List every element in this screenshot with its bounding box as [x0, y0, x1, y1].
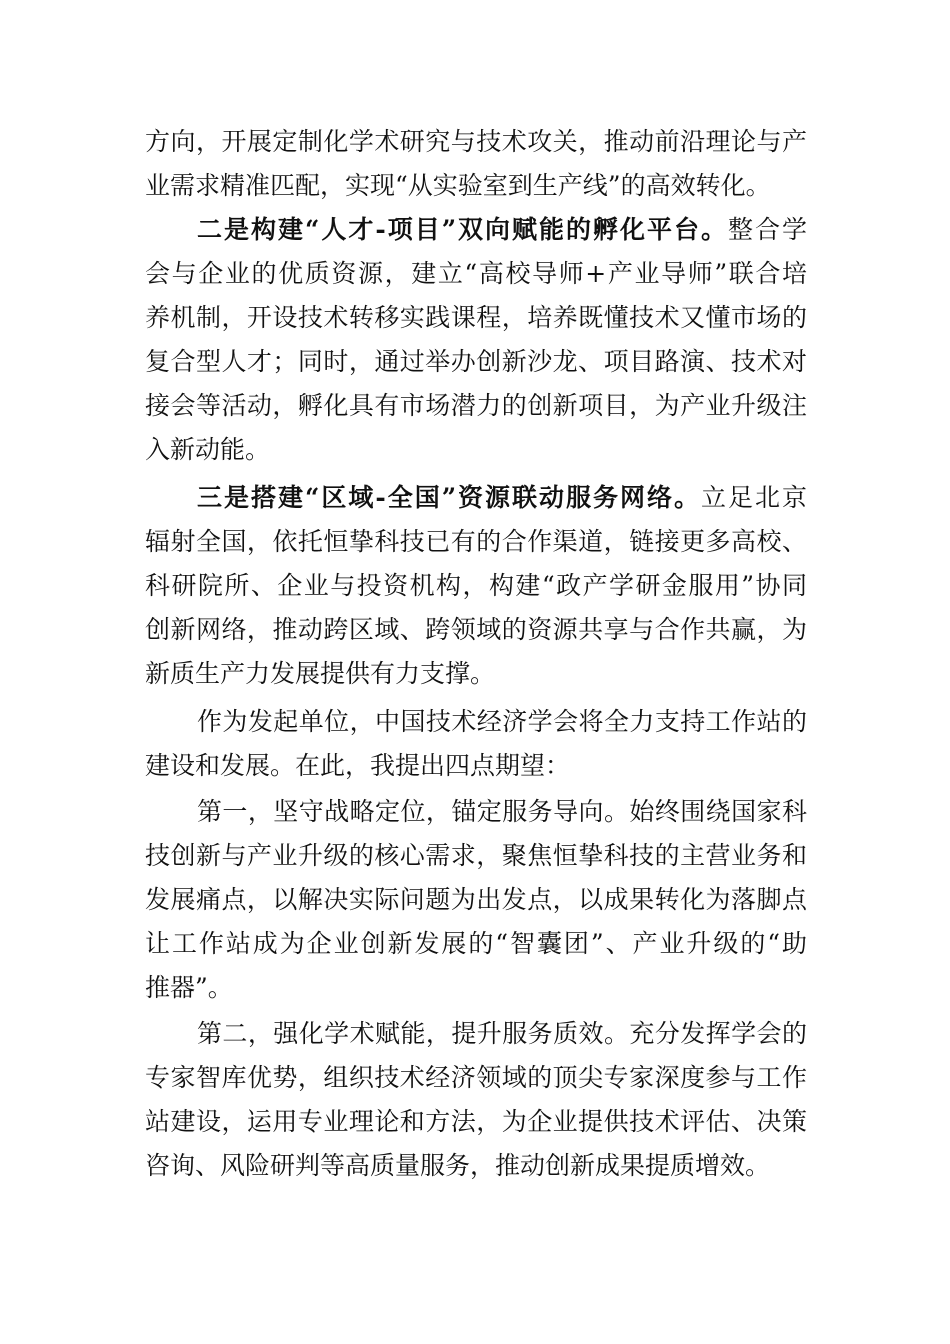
text-line	[197, 1012, 807, 1056]
text-line	[197, 790, 807, 834]
line-text: 技创新与产业升级的核心需求，聚焦恒挚科技的主营业务和	[145, 841, 807, 870]
text-line	[145, 1100, 807, 1144]
bold-heading: 三是搭建“区域-全国”资源联动服务网络。	[197, 483, 702, 512]
line-text: 方向，开展定制化学术研究与技术攻关，推动前沿理论与产	[145, 127, 807, 156]
text-line	[145, 428, 807, 472]
text-line	[145, 1056, 807, 1100]
text-line	[145, 296, 807, 340]
line-text: 创新网络，推动跨区域、跨领域的资源共享与合作共赢，为	[145, 615, 807, 644]
text-line	[145, 164, 807, 208]
text-line	[145, 384, 807, 428]
text-line	[145, 608, 807, 652]
line-text: 养机制，开设技术转移实践课程，培养既懂技术又懂市场的	[145, 303, 807, 332]
bold-heading: 二是构建“人才-项目”双向赋能的孵化平台。	[197, 215, 728, 244]
line-text: 发展痛点，以解决实际问题为出发点，以成果转化为落脚点	[145, 885, 807, 914]
text-line	[145, 120, 807, 164]
text-line	[145, 878, 807, 922]
line-text: 立足北京	[701, 483, 807, 512]
line-text: 整合学	[728, 215, 807, 244]
text-line	[145, 1144, 807, 1188]
line-text: 辐射全国，依托恒挚科技已有的合作渠道，链接更多高校、	[145, 527, 807, 556]
text-line	[197, 700, 807, 744]
text-line	[145, 564, 807, 608]
line-text: 会与企业的优质资源，建立“高校导师+产业导师”联合培	[145, 259, 807, 288]
text-line	[145, 520, 807, 564]
line-text: 站建设，运用专业理论和方法，为企业提供技术评估、决策	[145, 1107, 807, 1136]
text-line	[145, 744, 807, 788]
text-line	[145, 652, 807, 696]
line-text: 建设和发展。在此，我提出四点期望：	[145, 751, 571, 780]
line-text: 入新动能。	[145, 435, 271, 464]
line-text: 接会等活动，孵化具有市场潜力的创新项目，为产业升级注	[145, 391, 807, 420]
line-text: 新质生产力发展提供有力支撑。	[145, 659, 496, 688]
line-text: 推器”。	[145, 973, 233, 1002]
text-line	[145, 922, 807, 966]
text-line	[145, 340, 807, 384]
text-line	[197, 208, 807, 252]
text-line	[145, 252, 807, 296]
line-text: 第二，强化学术赋能，提升服务质效。充分发挥学会的	[197, 1019, 807, 1048]
line-text: 科研院所、企业与投资机构，构建“政产学研金服用”协同	[145, 571, 807, 600]
text-line	[145, 966, 807, 1010]
line-text: 作为发起单位，中国技术经济学会将全力支持工作站的	[197, 707, 807, 736]
line-text: 第一，坚守战略定位，锚定服务导向。始终围绕国家科	[197, 797, 807, 826]
line-text: 专家智库优势，组织技术经济领域的顶尖专家深度参与工作	[145, 1063, 807, 1092]
line-text: 业需求精准匹配，实现“从实验室到生产线”的高效转化。	[145, 171, 771, 200]
text-line	[197, 476, 807, 520]
line-text: 咨询、风险研判等高质量服务，推动创新成果提质增效。	[145, 1151, 771, 1180]
line-text: 复合型人才；同时，通过举办创新沙龙、项目路演、技术对	[145, 347, 807, 376]
line-text: 让工作站成为企业创新发展的“智囊团”、产业升级的“助	[145, 929, 807, 958]
text-line	[145, 834, 807, 878]
